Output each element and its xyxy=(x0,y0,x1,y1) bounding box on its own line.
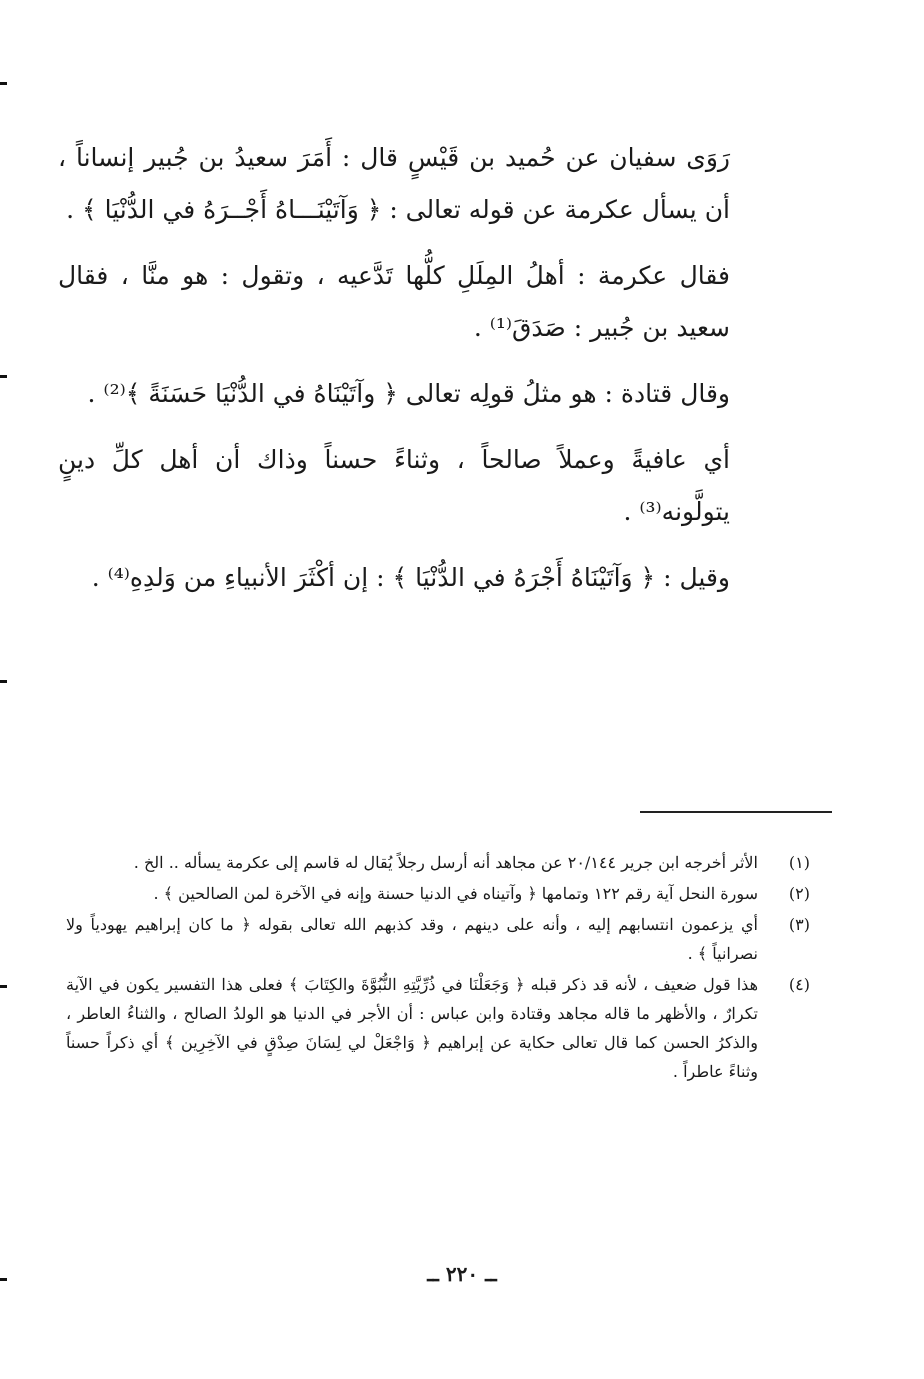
margin-mark xyxy=(0,680,7,683)
footnote-separator xyxy=(640,811,832,813)
paragraph: وقال قتادة : هو مثلُ قولِه تعالى ﴿ وآتَيْنَاهُ في الدُّنْيَا حَسَنَةً ﴾⁽²⁾ . xyxy=(87,379,730,408)
margin-mark xyxy=(0,985,7,988)
page-number: ــ ٢٢٠ ــ xyxy=(427,1262,497,1286)
footnote xyxy=(66,879,810,908)
footnote xyxy=(66,848,810,877)
footnote-number: (٤) xyxy=(788,975,810,994)
margin-mark xyxy=(0,375,7,378)
footnote xyxy=(66,910,810,968)
margin-mark xyxy=(0,82,7,85)
paragraph: رَوَى سفيان عن حُميد بن قَيْسٍ قال : أَمَرَ سعيدُ بن جُبير إنساناً ، أن يسأل عكرمة عن قوله تعالى : ﴿ وَآتَيْنَـــاهُ أَجْــرَهُ في الدُّنْيَا ﴾ . xyxy=(58,143,730,224)
footnote-text: هذا قول ضعيف ، لأنه قد ذكر قبله ﴿ وَجَعَلْنَا في ذُرِّيَّتِهِ النُّبُوَّةَ والكِتَابَ ﴾ فعلى هذا التفسير يكون في الآية تكرارٌ ، والأظهر ما قاله مجاهد وقتادة وابن عباس : أن الأجر في الدنيا هو الولدُ الصالح ، والثناءُ العاطر ، والذكرُ الحسن كما قال تعالى حكاية عن إبراهيم ﴿ وَاجْعَلْ لي لِسَانَ صِدْقٍ في الآخِرِين ﴾ أي ذكراً حسناً وثناءً عاطراً . xyxy=(66,975,758,1081)
footnote-number: (١) xyxy=(788,853,810,872)
paragraph: أي عافيةً وعملاً صالحاً ، وثناءً حسناً وذاك أن أهل كلِّ دينٍ يتولَّونه⁽³⁾ . xyxy=(58,445,730,526)
main-text xyxy=(58,132,730,618)
footnotes xyxy=(66,848,810,1088)
paragraph: وقيل : ﴿ وَآتَيْنَاهُ أَجْرَهُ في الدُّنْيَا ﴾ : إن أكْثَرَ الأنبياءِ من وَلدِهِ⁽⁴⁾ . xyxy=(91,563,730,592)
paragraph: فقال عكرمة : أهلُ المِلَلِ كلُّها تَدَّعيه ، وتقول : هو منَّا ، فقال سعيد بن جُبير : صَدَقَ⁽¹⁾ . xyxy=(58,261,730,342)
footnote-text: أي يزعمون انتسابهم إليه ، وأنه على دينهم ، وقد كذبهم الله تعالى بقوله ﴿ ما كان إبراهيم يهودياً ولا نصرانياً ﴾ . xyxy=(66,915,758,963)
footnote-text: الأثر أخرجه ابن جرير ٢٠/١٤٤ عن مجاهد أنه أرسل رجلاً يُقال له قاسم إلى عكرمة يسأله .. الخ . xyxy=(133,853,758,872)
footnote xyxy=(66,970,810,1086)
footnote-text: سورة النحل آية رقم ١٢٢ وتمامها ﴿ وآتيناه في الدنيا حسنة وإنه في الآخرة لمن الصالحين ﴾ . xyxy=(153,884,758,903)
footnote-number: (٢) xyxy=(788,884,810,903)
footnote-number: (٣) xyxy=(788,915,810,934)
